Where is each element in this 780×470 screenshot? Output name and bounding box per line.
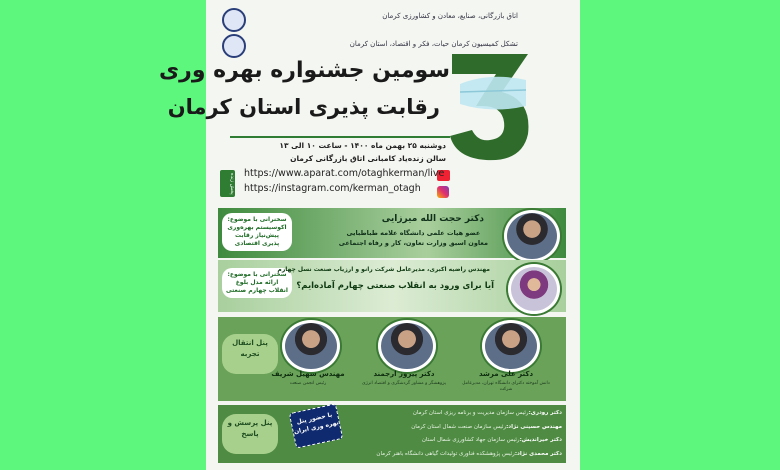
speaker2-topic-label: سخنرانی با موضوع: ارائه مدل بلوغ انقلاب چهارم صنعتی <box>222 268 292 298</box>
chamber-seal-icon <box>222 8 246 32</box>
event-datetime <box>279 139 446 165</box>
speaker1-topic-label: سخنرانی با موضوع: اکوسیستم بهره‌وری پیش‌نیاز رقابت پذیری اقتصادی <box>222 213 292 251</box>
panel2-member-desc: رئیس سازمان مدیریت و برنامه ریزی استان کرمان <box>412 410 529 416</box>
panel1-label: پنل انتقال تجربه <box>222 334 278 374</box>
poster-title-line1: سومین جشنواره بهره وری <box>159 58 450 83</box>
panel2-member-desc: رئیس پژوهشکده فناوری تولیدات گیاهی دانشگاه باهنر کرمان <box>376 450 515 457</box>
panel2-member-name: دکتر خیراندیش: <box>519 437 562 443</box>
panel2-member <box>376 421 562 435</box>
panel1-avatar-3 <box>282 320 340 372</box>
speaker2-name-role: مهندس راضیه اکبری، مدیرعامل شرکت رانو و ارزیاب صنعت نسل چهارم <box>277 266 490 273</box>
panel1-avatar-2 <box>378 320 436 372</box>
panel2-label: پنل پرسش و پاسخ <box>222 414 278 454</box>
speaker2-avatar <box>508 264 560 314</box>
organizer-1: اتاق بازرگانی، صنایع، معادن و کشاورزی کرمان <box>382 12 518 20</box>
live-badge: پخش زنده <box>220 170 235 197</box>
panel2-member <box>376 448 562 462</box>
panel2-member-desc: رئیس سازمان صنعت شمال استان کرمان <box>411 423 507 430</box>
speaker2-topic: آیا برای ورود به انقلاب صنعتی چهارم آماده‌ایم؟ <box>296 281 494 291</box>
panel2-member-name: دکتر رودری: <box>528 410 562 416</box>
panel2-member-name: دکتر محمدی نژاد: <box>514 450 562 457</box>
panel1-avatar-1 <box>482 320 540 372</box>
panel1-person-2-desc: پژوهشگر و مشاور گردشگری و اقتصاد انرژی <box>362 381 446 386</box>
panel1-person-3-name: مهندس سهیل شریف <box>271 370 345 378</box>
instagram-link[interactable]: https://instagram.com/kerman_otagh <box>244 183 421 194</box>
panel2-members <box>376 407 562 461</box>
date-line: دوشنبه ۲۵ بهمن ماه ۱۴۰۰ - ساعت ۱۰ الی ۱۳ <box>279 141 446 150</box>
productivity-stamp: با حضور پنل بهره وری ایران <box>289 403 343 448</box>
speaker1-avatar <box>504 210 560 262</box>
speaker1-roles <box>339 228 488 248</box>
panel2-member-name: مهندس حسینی نژاد: <box>506 423 562 430</box>
speaker1-name: دکتر حجت الله میرزایی <box>381 214 484 224</box>
panel1-person-3-desc: رئیس انجمن صنعت <box>289 381 327 386</box>
instagram-icon <box>437 186 449 198</box>
panel1-person-2-name: دکتر پیروز ارجمند <box>373 370 435 378</box>
number-three-mask-icon <box>442 44 538 164</box>
poster-title-line2: رقابت پذیری استان کرمان <box>167 95 440 119</box>
aparat-link[interactable]: https://www.aparat.com/otaghkerman/live <box>244 168 445 179</box>
speaker1-role2: معاون اسبق وزارت تعاون، کار و رفاه اجتماعی <box>338 239 488 247</box>
panel2-member <box>376 407 562 421</box>
panel1-person-1-desc: دانش آموخته دکترای دانشگاه تهران، مدیرعامل شرکت <box>462 381 550 392</box>
event-poster <box>159 0 580 470</box>
speaker1-role1: عضو هیات علمی دانشگاه علامه طباطبایی <box>346 229 481 237</box>
panel2-member <box>376 434 562 448</box>
panel2-member-desc: رئیس سازمان جهاد کشاورزی شمال استان <box>421 437 520 443</box>
commission-seal-icon <box>222 34 246 58</box>
venue-line: سالن زنده‌یاد کامبانی اتاق بازرگانی کرمان <box>290 154 446 163</box>
organizer-2: تشکل کمیسیون کرمان حیات، فکر و اقتصاد، استان کرمان <box>349 40 518 48</box>
title-divider <box>230 136 450 138</box>
panel1-person-1-name: دکتر علی مرشد <box>478 370 534 378</box>
